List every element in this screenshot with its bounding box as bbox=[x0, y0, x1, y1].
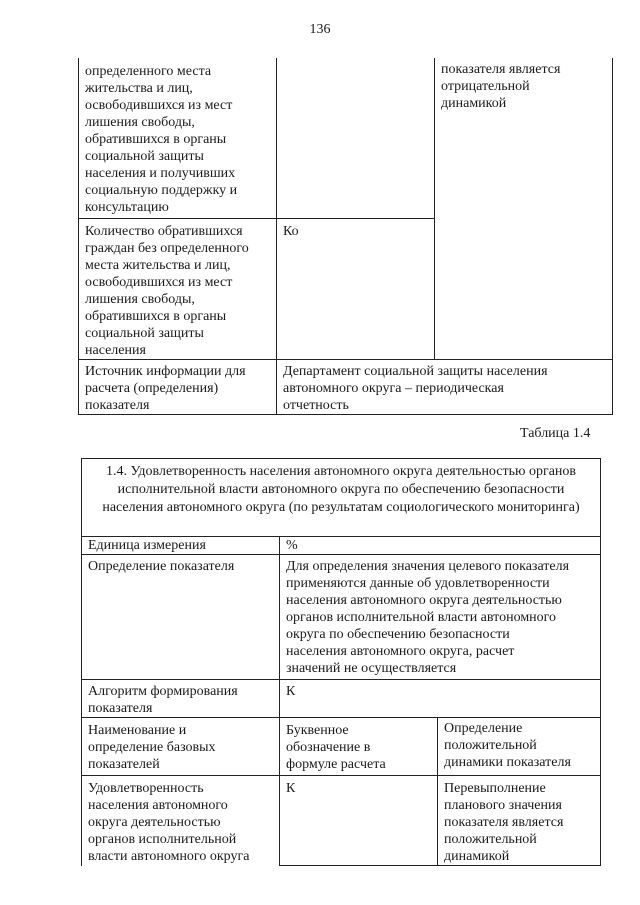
table-row bbox=[82, 718, 601, 776]
table-row bbox=[82, 537, 601, 555]
unit-value: % bbox=[280, 537, 601, 555]
algorithm-value: К bbox=[280, 680, 601, 718]
table-row bbox=[82, 680, 601, 718]
indicator-table-continued bbox=[78, 58, 613, 415]
indicator-table-1-4 bbox=[81, 458, 601, 866]
info-source-label: Источник информации для расчета (определения) показателя bbox=[79, 359, 277, 414]
table-row bbox=[82, 459, 601, 537]
base-indicator-name: определенного места жительства и лиц, освободившихся из мест лишения свободы, обратившихся в органы социальной защиты населения и получивших социальную поддержку и консультацию bbox=[79, 58, 277, 218]
table-caption: Таблица 1.4 bbox=[520, 426, 591, 441]
page-number: 136 bbox=[309, 22, 331, 37]
table-row bbox=[79, 58, 613, 218]
base-indicator-name: Количество обратившихся граждан без определенного места жительства и лиц, освободившихся из мест лишения свободы, обратившихся в органы социальной защиты населения bbox=[79, 218, 277, 359]
positive-dynamics-cell: показателя является отрицательной динамикой bbox=[435, 58, 613, 359]
positive-dynamics-cell: Перевыполнение планового значения показателя является положительной динамикой bbox=[438, 776, 601, 866]
unit-label: Единица измерения bbox=[82, 537, 280, 555]
definition-value: Для определения значения целевого показателя применяются данные об удовлетворенности населения автономного округа деятельностью органов исполнительной власти автономного округа по обеспечению безопасности населения автономного округа, расчет значений не осуществляется bbox=[280, 555, 601, 680]
table-row bbox=[79, 359, 613, 414]
table-row bbox=[82, 776, 601, 866]
table-row bbox=[82, 555, 601, 680]
definition-label: Определение показателя bbox=[82, 555, 280, 680]
algorithm-label: Алгоритм формирования показателя bbox=[82, 680, 280, 718]
formula-symbol-cell bbox=[277, 58, 435, 218]
info-source-value: Департамент социальной защиты населения автономного округа – периодическая отчетность bbox=[277, 359, 613, 414]
header-symbol: Буквенное обозначение в формуле расчета bbox=[280, 718, 438, 776]
indicator-title: 1.4. Удовлетворенность населения автономного округа деятельностью органов исполнительной власти автономного округа по обеспечению безопасности населения автономного округа (по результатам социологического мониторинга) bbox=[82, 459, 601, 537]
base-indicator-name: Удовлетворенность населения автономного округа деятельностью органов исполнительной власти автономного округа bbox=[82, 776, 280, 866]
header-name: Наименование и определение базовых показателей bbox=[82, 718, 280, 776]
formula-symbol-cell: Ко bbox=[277, 218, 435, 359]
formula-symbol-cell: К bbox=[280, 776, 438, 866]
header-positive-dynamics: Определение положительной динамики показателя bbox=[438, 718, 601, 776]
